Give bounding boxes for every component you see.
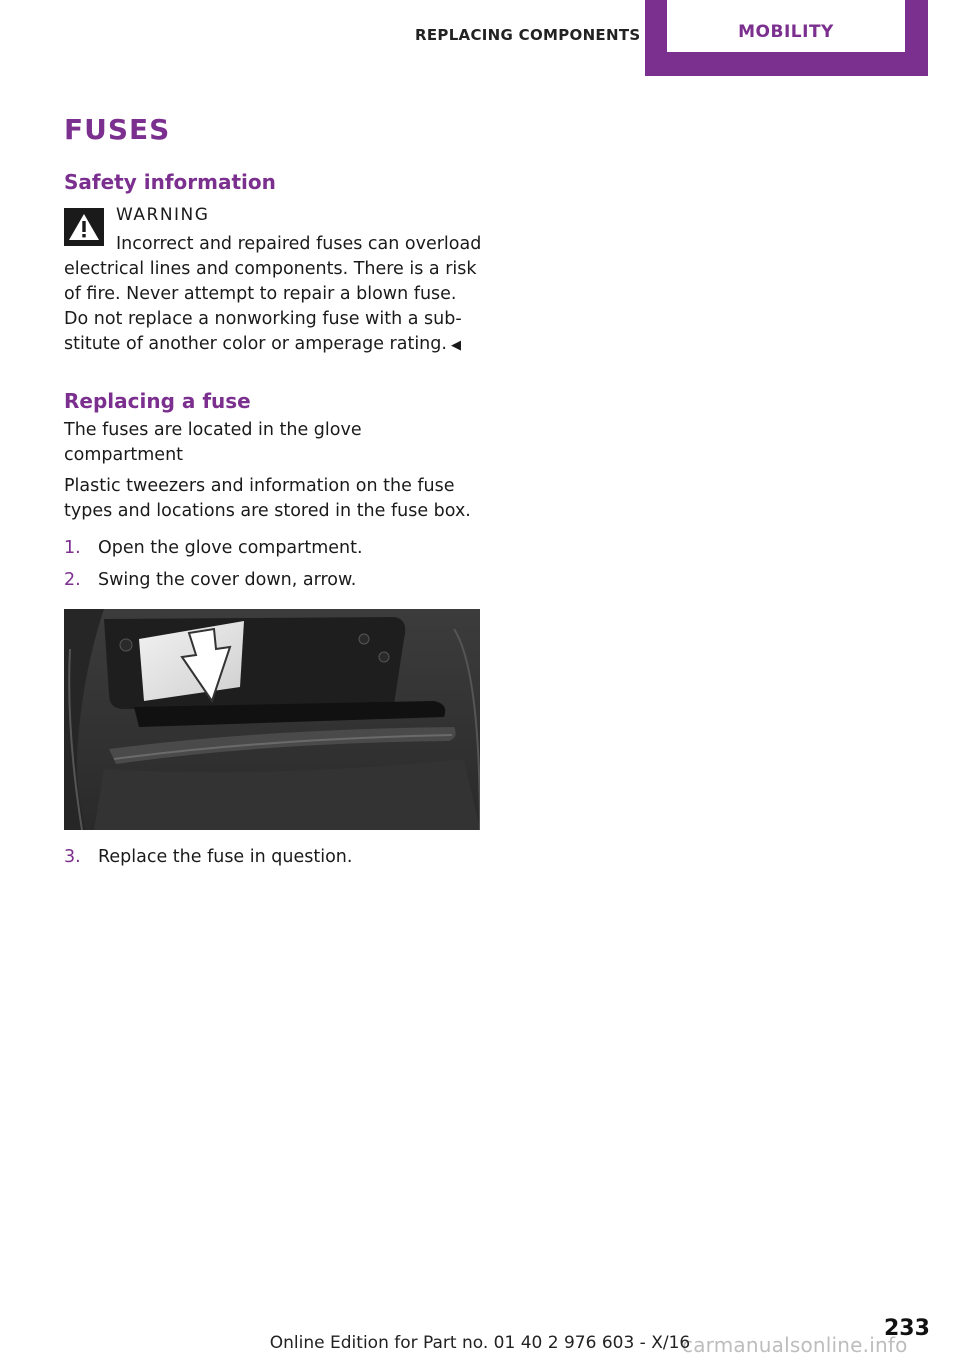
warning-text-line: of fire. Never attempt to repair a blown fuse. [64, 284, 457, 304]
list-item [64, 568, 484, 593]
warning-block [64, 202, 484, 358]
step-number: 3. [64, 847, 81, 867]
glove-compartment-figure [64, 609, 480, 830]
fuse-location-text: The fuses are located in the glove compartment [64, 420, 362, 465]
warning-text-line: stitute of another color or amperage rating. [64, 334, 447, 354]
warning-icon [64, 208, 104, 246]
warning-text-line: Incorrect and repaired fuses can overload [116, 234, 482, 254]
replacing-heading: Replacing a fuse [64, 389, 251, 413]
main-content [64, 110, 484, 877]
chapter-tab-label: MOBILITY [738, 22, 834, 42]
list-item [64, 536, 484, 561]
safety-heading: Safety information [64, 170, 276, 194]
fuse-box-text-line: Plastic tweezers and information on the fuse [64, 476, 455, 496]
warning-label: WARNING [116, 205, 210, 225]
fuse-box-text-line: types and locations are stored in the fuse box. [64, 501, 471, 521]
warning-text-line: Do not replace a nonworking fuse with a sub‐ [64, 309, 462, 329]
step-number: 2. [64, 570, 81, 590]
chapter-tab [645, 0, 928, 76]
footer-edition: Online Edition for Part no. 01 40 2 976 603 - X/16 [269, 1333, 691, 1353]
warning-text-line: electrical lines and components. There is a risk [64, 259, 477, 279]
step-number: 1. [64, 538, 81, 558]
steps-list [64, 536, 484, 593]
watermark: carmanualsonline.info [682, 1333, 908, 1357]
page-title: FUSES [64, 113, 171, 146]
list-item [64, 845, 484, 870]
step-text: Swing the cover down, arrow. [98, 570, 357, 590]
page-number: 233 [884, 1316, 930, 1341]
step-text: Replace the fuse in question. [98, 847, 353, 867]
step-text: Open the glove compartment. [98, 538, 363, 558]
steps-list-continued [64, 845, 484, 870]
end-mark-icon: ◀ [450, 338, 461, 353]
running-header-section: REPLACING COMPONENTS [415, 26, 641, 44]
